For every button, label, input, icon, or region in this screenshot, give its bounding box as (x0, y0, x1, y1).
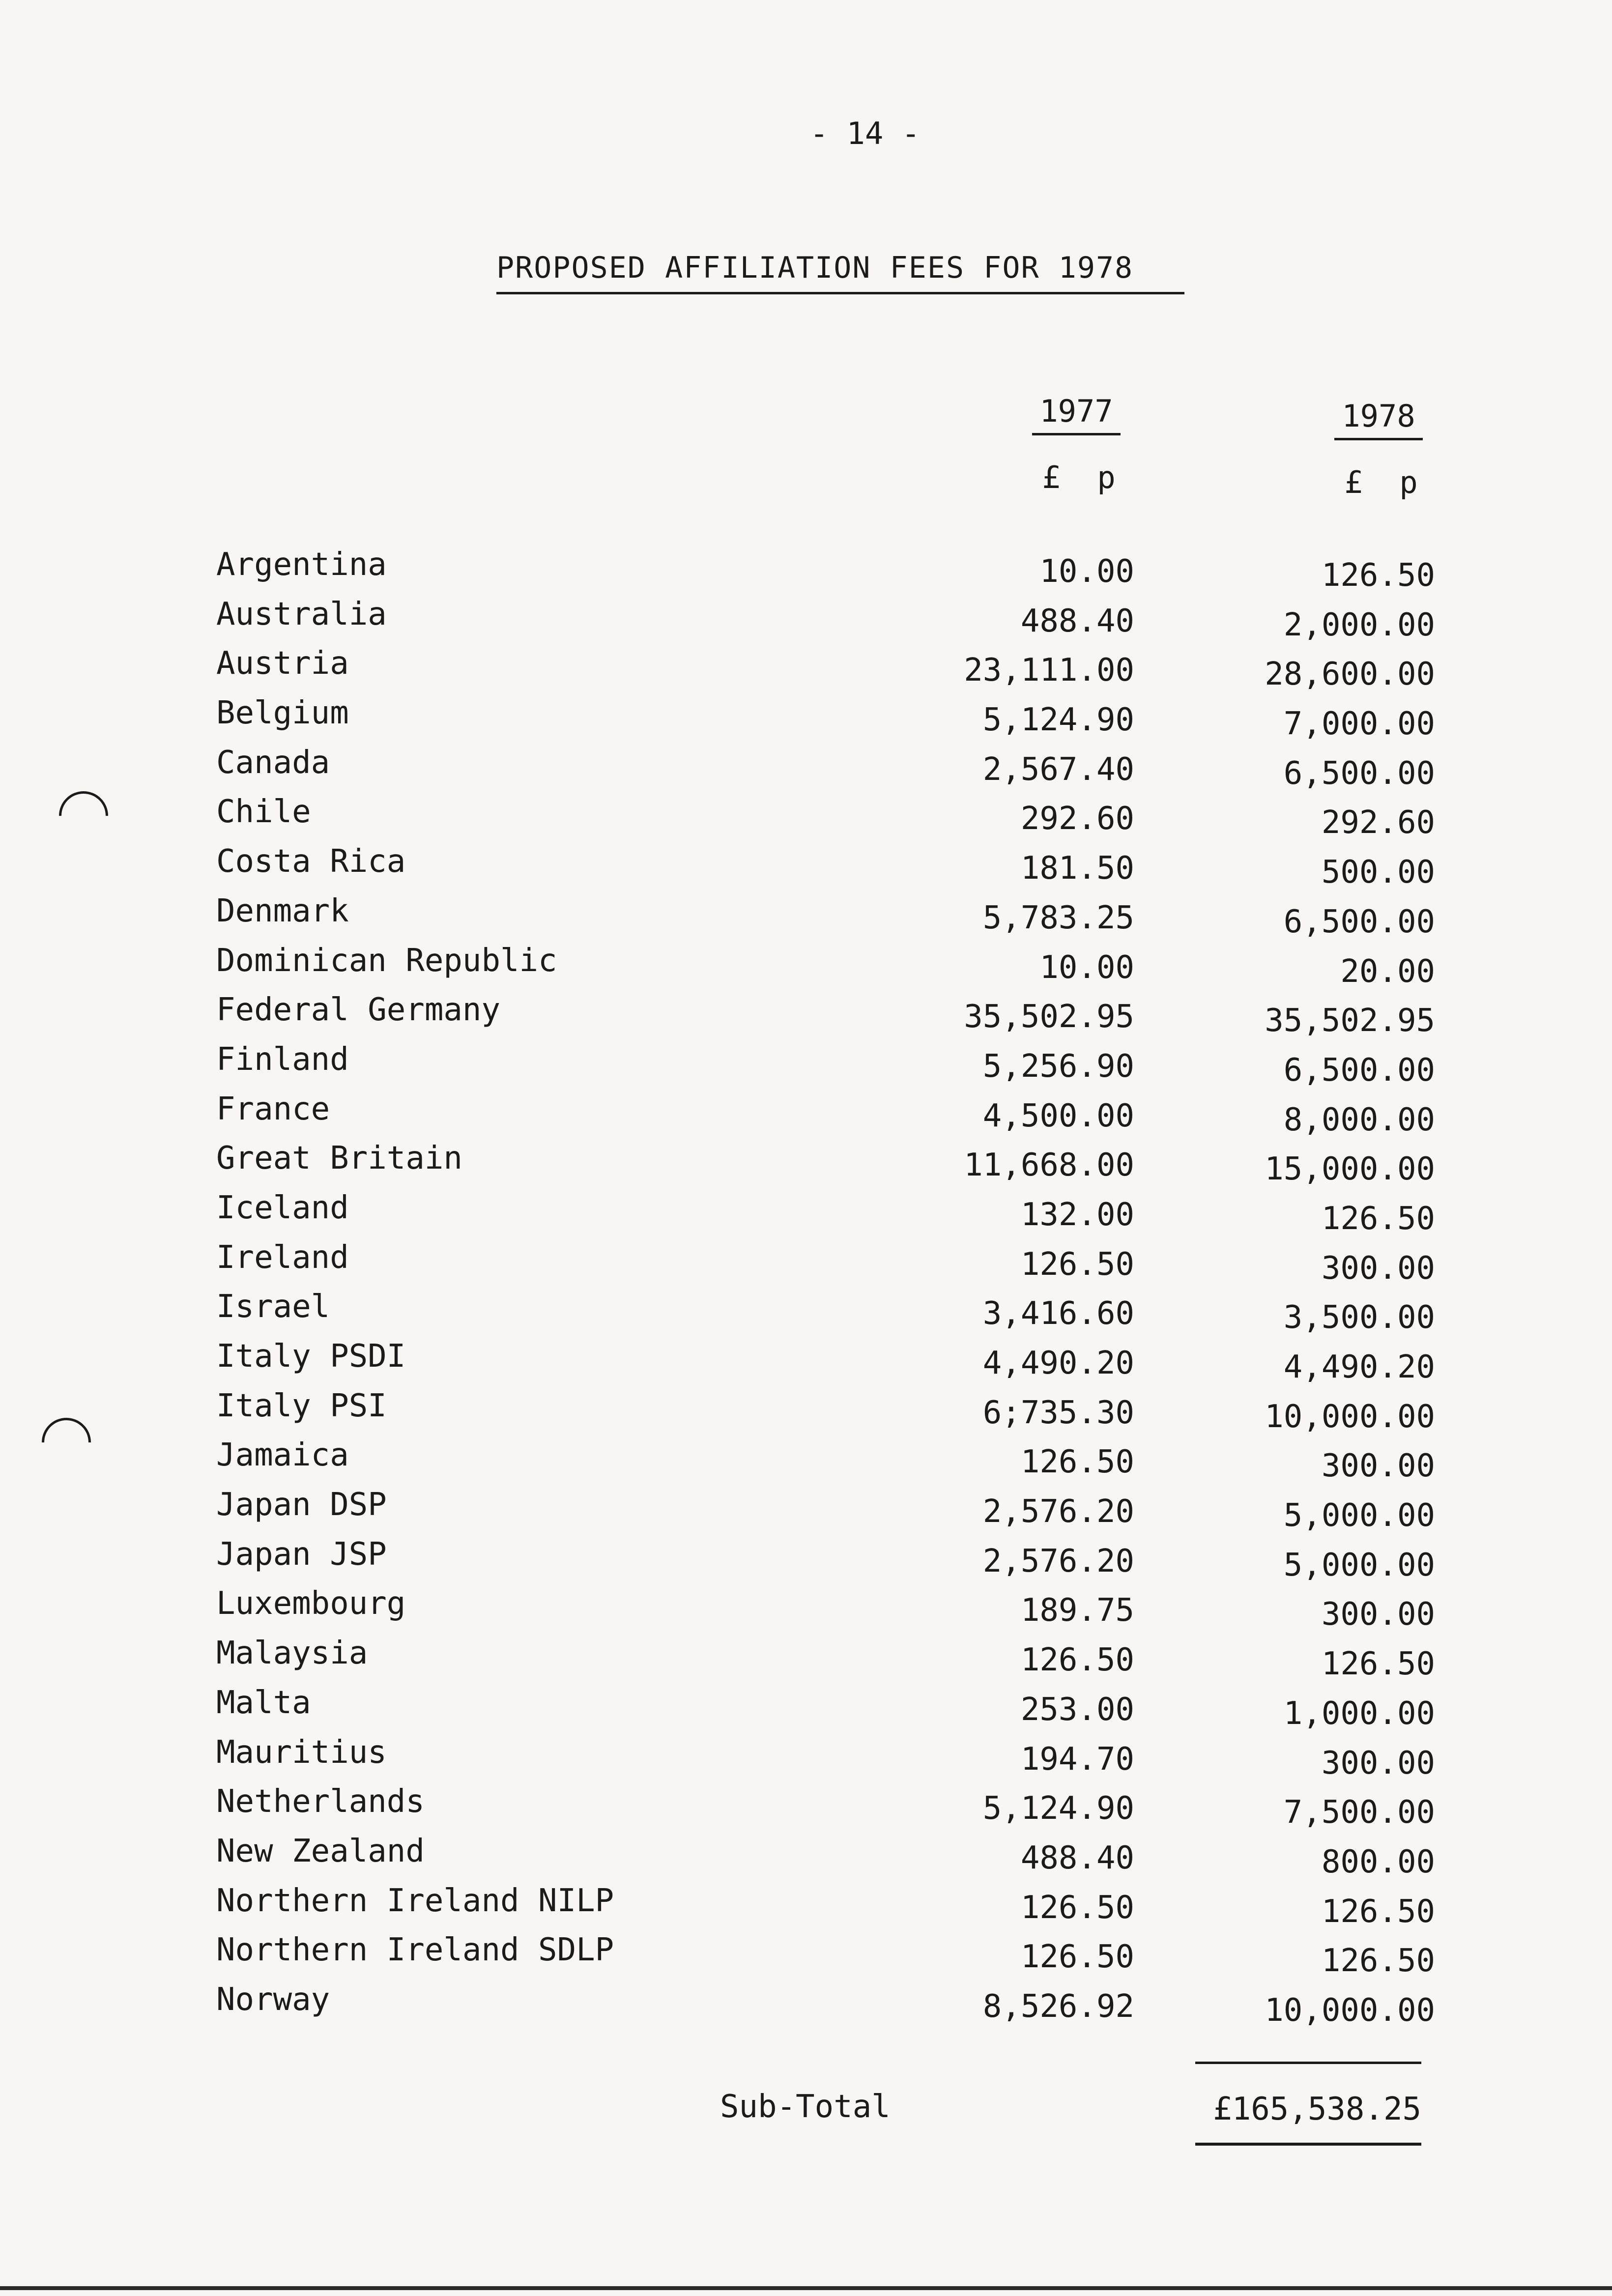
country-name: Costa Rica (216, 843, 406, 880)
table-row (197, 645, 1435, 695)
table-row (197, 1487, 1435, 1536)
country-name: Italy PSDI (216, 1338, 406, 1375)
table-row (197, 1734, 1435, 1784)
country-name: Mauritius (216, 1734, 387, 1771)
fee-1977: 5,124.90 (982, 1790, 1134, 1827)
table-row (197, 1091, 1435, 1141)
fee-1977: 35,502.95 (964, 999, 1134, 1035)
fee-1977: 2,576.20 (982, 1543, 1134, 1579)
currency-unit-1977: £ p (1042, 459, 1116, 495)
fee-1977: 292.60 (1020, 801, 1134, 837)
table-row (197, 893, 1435, 943)
fee-1978: 20.00 (1340, 953, 1435, 990)
country-name: Japan JSP (216, 1536, 387, 1573)
fee-1977: 3,416.60 (982, 1295, 1134, 1332)
country-name: Belgium (216, 695, 349, 732)
table-row (197, 1140, 1435, 1190)
fee-1978: 4,490.20 (1283, 1349, 1435, 1385)
table-row (197, 943, 1435, 992)
column-header-1978: 1978 (1334, 398, 1423, 440)
table-row (197, 695, 1435, 745)
fee-1978: 5,000.00 (1283, 1547, 1435, 1583)
table-row (197, 1041, 1435, 1091)
fee-1978: 126.50 (1321, 1200, 1435, 1237)
fee-1978: 126.50 (1321, 1943, 1435, 1980)
currency-unit-1978: £ p (1344, 464, 1418, 500)
table-row (197, 1388, 1435, 1437)
fee-1978: 2,000.00 (1283, 606, 1435, 643)
country-name: Luxembourg (216, 1585, 406, 1622)
fee-1978: 126.50 (1321, 1893, 1435, 1930)
country-name: Great Britain (216, 1140, 462, 1177)
fee-1977: 4,500.00 (982, 1097, 1134, 1134)
document-title: PROPOSED AFFILIATION FEES FOR 1978 (496, 251, 1184, 294)
page-bottom-edge (0, 2286, 1612, 2290)
fee-1977: 126.50 (1020, 1246, 1134, 1283)
country-name: Norway (216, 1981, 330, 2018)
column-header-1977: 1977 (1032, 393, 1121, 435)
fee-1978: 6,500.00 (1283, 903, 1435, 940)
fee-1978: 7,500.00 (1283, 1794, 1435, 1831)
table-row (197, 596, 1435, 646)
fee-1978: 10,000.00 (1265, 1992, 1435, 2029)
subtotal-label: Sub-Total (720, 2089, 891, 2125)
fee-1977: 10.00 (1039, 553, 1134, 590)
fee-1978: 500.00 (1321, 854, 1435, 891)
fee-1977: 5,124.90 (982, 702, 1134, 739)
table-row (197, 1685, 1435, 1734)
fee-1977: 2,576.20 (982, 1493, 1134, 1530)
country-name: Netherlands (216, 1783, 425, 1820)
fee-1978: 3,500.00 (1283, 1299, 1435, 1336)
subtotal-rule-top (1195, 2062, 1421, 2064)
fee-1978: 300.00 (1321, 1596, 1435, 1633)
fee-1978: 1,000.00 (1283, 1695, 1435, 1732)
fee-1977: 126.50 (1020, 1939, 1134, 1976)
fee-1978: 15,000.00 (1265, 1151, 1435, 1188)
country-name: France (216, 1091, 330, 1127)
fee-1977: 5,783.25 (982, 899, 1134, 936)
table-row (197, 1536, 1435, 1586)
country-name: Malta (216, 1684, 311, 1721)
fee-1977: 11,668.00 (964, 1147, 1134, 1184)
table-row (197, 1190, 1435, 1239)
table-row (197, 794, 1435, 843)
country-name: Malaysia (216, 1635, 368, 1672)
fee-1978: 6,500.00 (1283, 1052, 1435, 1089)
fee-1978: 28,600.00 (1265, 656, 1435, 693)
country-name: Israel (216, 1289, 330, 1325)
fee-1978: 300.00 (1321, 1250, 1435, 1287)
country-name: Northern Ireland SDLP (216, 1932, 614, 1969)
fee-1978: 292.60 (1321, 804, 1435, 841)
country-name: Italy PSI (216, 1387, 387, 1424)
table-row (197, 546, 1435, 596)
country-name: Argentina (216, 546, 387, 583)
fee-1978: 6,500.00 (1283, 755, 1435, 792)
country-name: Denmark (216, 892, 349, 929)
country-name: Dominican Republic (216, 942, 557, 979)
page-number: - 14 - (810, 115, 920, 151)
fee-1977: 488.40 (1020, 603, 1134, 639)
table-row (197, 1932, 1435, 1981)
country-name: Jamaica (216, 1437, 349, 1474)
fee-1978: 800.00 (1321, 1843, 1435, 1880)
table-row (197, 1338, 1435, 1388)
country-name: Northern Ireland NILP (216, 1882, 614, 1919)
fee-1977: 10.00 (1039, 949, 1134, 986)
table-row (197, 1239, 1435, 1289)
table-row (197, 1783, 1435, 1833)
fee-1977: 194.70 (1020, 1741, 1134, 1778)
fee-1978: 5,000.00 (1283, 1497, 1435, 1534)
fee-1978: 126.50 (1321, 1646, 1435, 1683)
country-name: Japan DSP (216, 1487, 387, 1523)
fee-1978: 10,000.00 (1265, 1398, 1435, 1435)
fee-1978: 126.50 (1321, 557, 1435, 594)
fee-1978: 35,502.95 (1265, 1003, 1435, 1039)
fee-1977: 126.50 (1020, 1889, 1134, 1926)
country-name: Austria (216, 645, 349, 682)
country-name: Chile (216, 794, 311, 831)
fee-1977: 132.00 (1020, 1196, 1134, 1233)
punch-hole-mark (49, 781, 118, 850)
table-row (197, 1289, 1435, 1338)
fee-1978: 300.00 (1321, 1448, 1435, 1485)
fee-1977: 126.50 (1020, 1642, 1134, 1679)
fee-1977: 6;735.30 (982, 1394, 1134, 1431)
table-row (197, 1585, 1435, 1635)
country-name: Iceland (216, 1189, 349, 1226)
fee-1977: 8,526.92 (982, 1988, 1134, 2025)
table-row (197, 1833, 1435, 1883)
country-name: Finland (216, 1041, 349, 1078)
table-row (197, 992, 1435, 1041)
fees-table (197, 546, 1435, 2031)
country-name: Canada (216, 744, 330, 781)
table-row (197, 1437, 1435, 1487)
country-name: Ireland (216, 1239, 349, 1276)
table-row (197, 1883, 1435, 1932)
fee-1977: 126.50 (1020, 1444, 1134, 1481)
fee-1977: 181.50 (1020, 850, 1134, 887)
table-row (197, 1981, 1435, 2031)
fee-1977: 4,490.20 (982, 1345, 1134, 1381)
fee-1978: 7,000.00 (1283, 706, 1435, 743)
fee-1977: 5,256.90 (982, 1048, 1134, 1085)
table-row (197, 843, 1435, 893)
fee-1977: 2,567.40 (982, 751, 1134, 788)
fee-1978: 300.00 (1321, 1745, 1435, 1781)
fee-1977: 189.75 (1020, 1592, 1134, 1629)
punch-hole-mark (31, 1407, 101, 1477)
subtotal-rule-bottom (1195, 2143, 1421, 2146)
fee-1978: 8,000.00 (1283, 1101, 1435, 1138)
fee-1977: 253.00 (1020, 1691, 1134, 1728)
country-name: New Zealand (216, 1833, 425, 1869)
country-name: Australia (216, 596, 387, 632)
country-name: Federal Germany (216, 992, 500, 1029)
fee-1977: 488.40 (1020, 1839, 1134, 1876)
fee-1977: 23,111.00 (964, 652, 1134, 689)
subtotal-value: £165,538.25 (1213, 2091, 1421, 2127)
table-row (197, 745, 1435, 794)
table-row (197, 1635, 1435, 1685)
